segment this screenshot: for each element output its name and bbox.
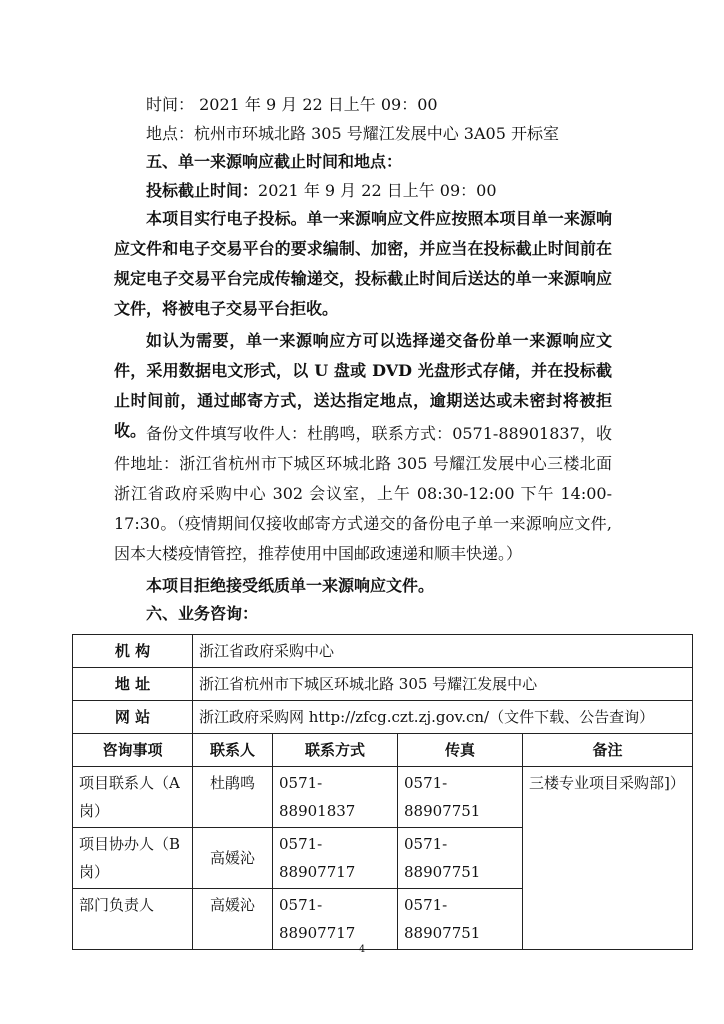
header-phone: 联系方式 <box>273 734 398 767</box>
row-item: 项目联系人（A 岗） <box>73 767 193 828</box>
para-recipient: 备份文件填写收件人：杜鹃鸣，联系方式：0571-88901837，收件地址：浙江省杭州市下城区环城北路 305 号耀江发展中心三楼北面浙江省政府采购中心 302 会议室，上午 08:30-12:00 下午 14:00-17:30。（疫情期间仅接收邮寄方式递交的备份电子单一来源响应文件,因本大楼疫情管控，推荐使用中国邮政速递和顺丰快递。） <box>114 424 612 563</box>
addr-label: 地 址 <box>73 668 193 701</box>
place-line: 地点：杭州市环城北路 305 号耀江发展中心 3A05 开标室 <box>146 124 559 143</box>
header-fax: 传真 <box>398 734 523 767</box>
row-fax: 0571-88907751 <box>398 828 523 889</box>
section5-title: 五、单一来源响应截止时间和地点： <box>146 152 403 171</box>
para-backup: 如认为需要，单一来源响应方可以选择递交备份单一来源响应文件，采用数据电文形式，以 U 盘或 DVD 光盘形式存储，并在投标截止时间前，通过邮寄方式，送达指定地点，逾期送达或未密封将被拒收。 <box>114 331 612 440</box>
org-label: 机 构 <box>73 635 193 668</box>
header-item: 咨询事项 <box>73 734 193 767</box>
para-electronic: 本项目实行电子投标。单一来源响应文件应按照本项目单一来源响应文件和电子交易平台的要求编制、加密，并应当在投标截止时间前在规定电子交易平台完成传输递交，投标截止时间后送达的单一来源响应文件，将被电子交易平台拒收。 <box>114 209 612 318</box>
row-remark: 三楼专业项目采购部]） <box>523 767 693 950</box>
row-item: 部门负责人 <box>73 889 193 950</box>
time-line: 时间： 2021 年 9 月 22 日上午 09：00 <box>146 95 438 114</box>
site-value: 浙江政府采购网 http://zfcg.czt.zj.gov.cn/（文件下载、公告查询） <box>193 701 693 734</box>
header-contact: 联系人 <box>193 734 273 767</box>
row-contact: 高媛沁 <box>193 889 273 950</box>
org-value: 浙江省政府采购中心 <box>193 635 693 668</box>
row-fax: 0571-88907751 <box>398 767 523 828</box>
row-contact: 杜鹃鸣 <box>193 767 273 828</box>
row-phone: 0571-88907717 <box>273 828 398 889</box>
deadline-line <box>146 180 497 202</box>
row-contact: 高媛沁 <box>193 828 273 889</box>
row-phone: 0571-88907717 <box>273 889 398 950</box>
row-item: 项目协办人（B 岗） <box>73 828 193 889</box>
row-phone: 0571-88901837 <box>273 767 398 828</box>
row-fax: 0571-88907751 <box>398 889 523 950</box>
consult-table <box>72 634 693 950</box>
deadline-value: 2021 年 9 月 22 日上午 09：00 <box>258 181 497 200</box>
table-row <box>73 767 693 828</box>
deadline-label: 投标截止时间： <box>146 181 259 200</box>
site-label: 网 站 <box>73 701 193 734</box>
page-number: 4 <box>358 944 366 955</box>
section6-title: 六、业务咨询： <box>146 604 259 623</box>
addr-value: 浙江省杭州市下城区环城北路 305 号耀江发展中心 <box>193 668 693 701</box>
header-remark: 备注 <box>523 734 693 767</box>
para-reject: 本项目拒绝接受纸质单一来源响应文件。 <box>146 576 435 595</box>
